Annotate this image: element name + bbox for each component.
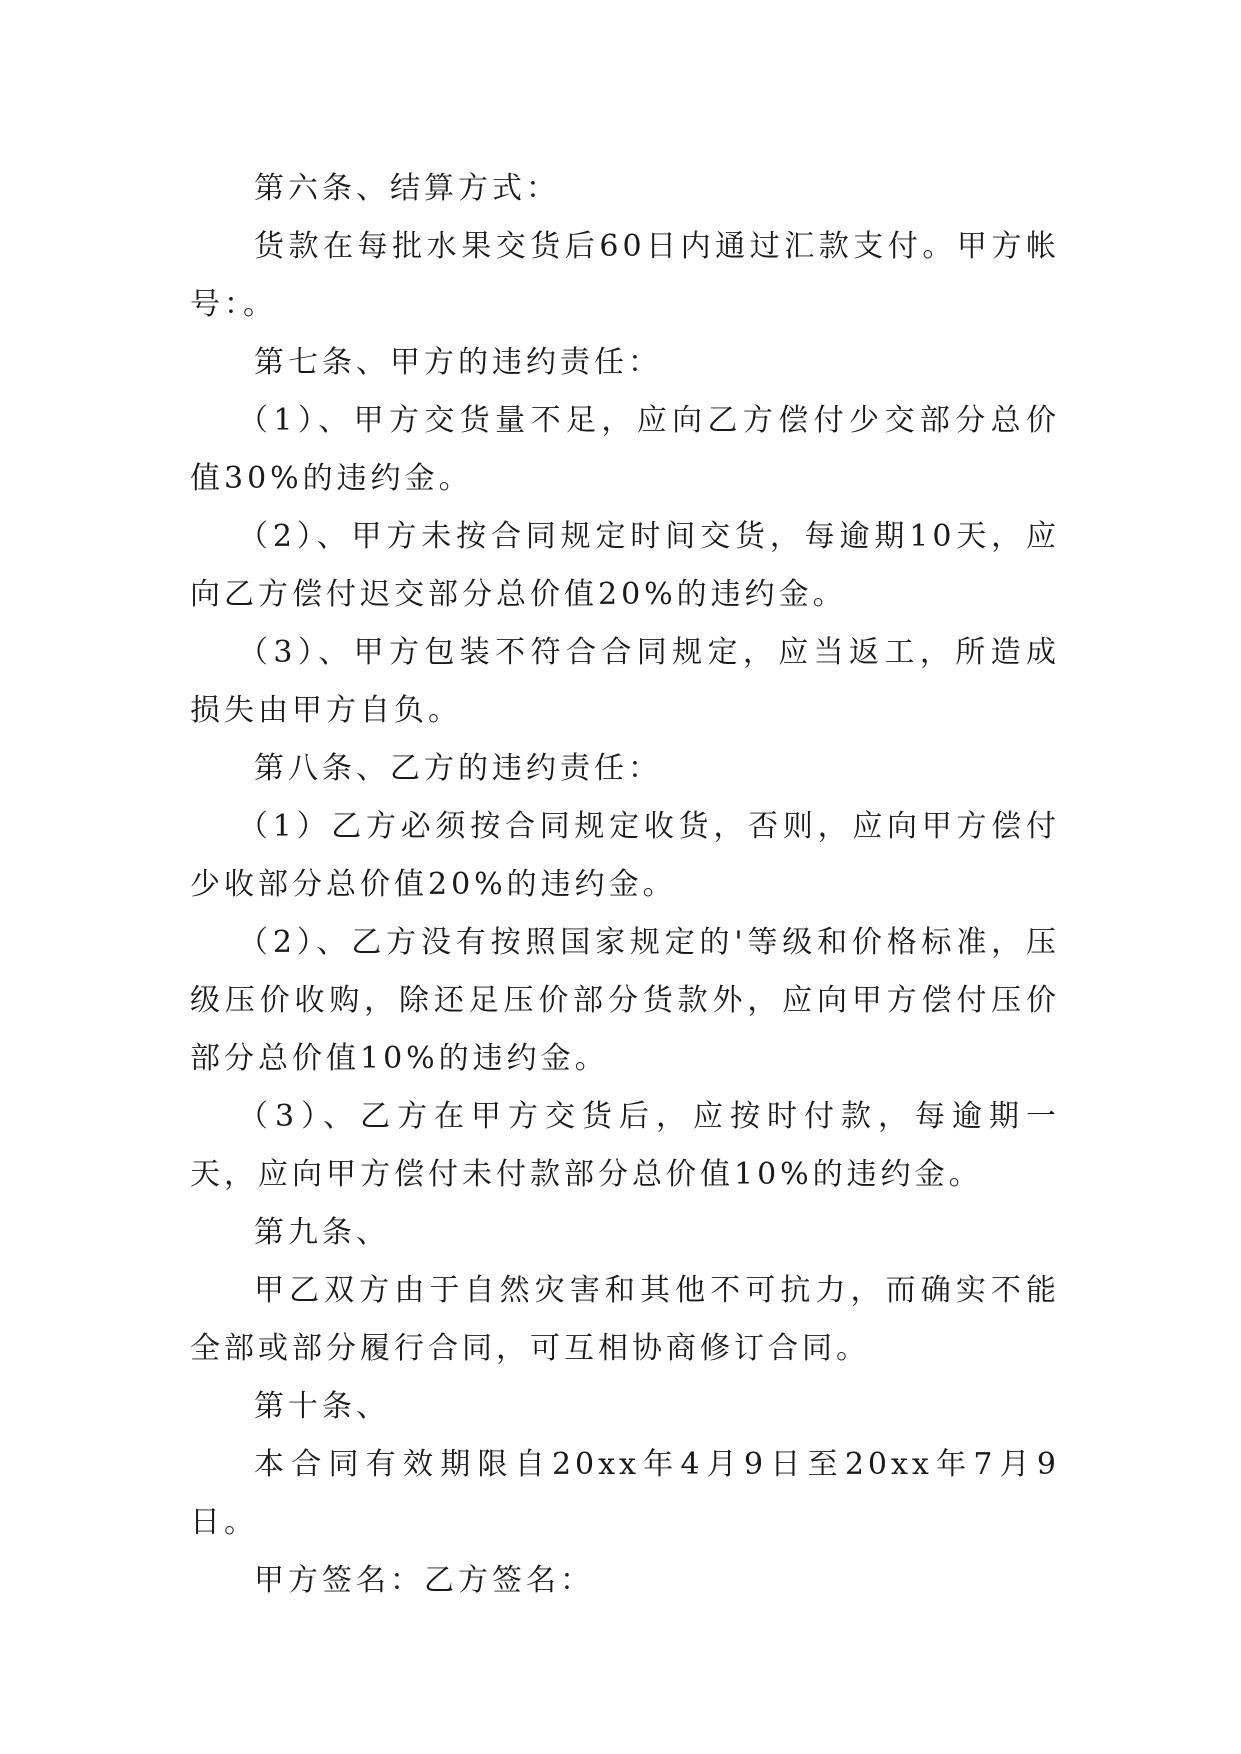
article-10-heading: 第十条、	[254, 1389, 390, 1424]
article-8-item-1: （1）乙方必须按合同规定收货，否则，应向甲方偿付少收部分总价值20%的违约金。	[190, 809, 1060, 902]
article-7-item-1: （1）、甲方交货量不足，应向乙方偿付少交部分总价值30%的违约金。	[190, 403, 1060, 496]
article-9-heading: 第九条、	[254, 1215, 390, 1250]
article-8-item-3: （3）、乙方在甲方交货后，应按时付款，每逾期一天，应向甲方偿付未付款部分总价值10%的违约金。	[190, 1099, 1060, 1192]
signature-line: 甲方签名：乙方签名：	[254, 1563, 594, 1598]
article-8-item-2: （2）、乙方没有按照国家规定的'等级和价格标准，压级压价收购，除还足压价部分货款外，应向甲方偿付压价部分总价值10%的违约金。	[190, 925, 1060, 1076]
document-body	[190, 160, 1060, 1610]
article-7-item-3: （3）、甲方包装不符合合同规定，应当返工，所造成损失由甲方自负。	[190, 635, 1060, 728]
article-6-heading: 第六条、结算方式：	[254, 171, 560, 206]
article-7-heading: 第七条、甲方的违约责任：	[254, 345, 662, 380]
article-6-text: 货款在每批水果交货后60日内通过汇款支付。甲方帐号：。	[190, 229, 1060, 322]
article-8-heading: 第八条、乙方的违约责任：	[254, 751, 662, 786]
article-9-text: 甲乙双方由于自然灾害和其他不可抗力，而确实不能全部或部分履行合同，可互相协商修订合同。	[190, 1273, 1060, 1366]
article-7-item-2: （2）、甲方未按合同规定时间交货，每逾期10天，应向乙方偿付迟交部分总价值20%的违约金。	[190, 519, 1060, 612]
article-10-text: 本合同有效期限自20xx年4月9日至20xx年7月9日。	[190, 1447, 1060, 1540]
